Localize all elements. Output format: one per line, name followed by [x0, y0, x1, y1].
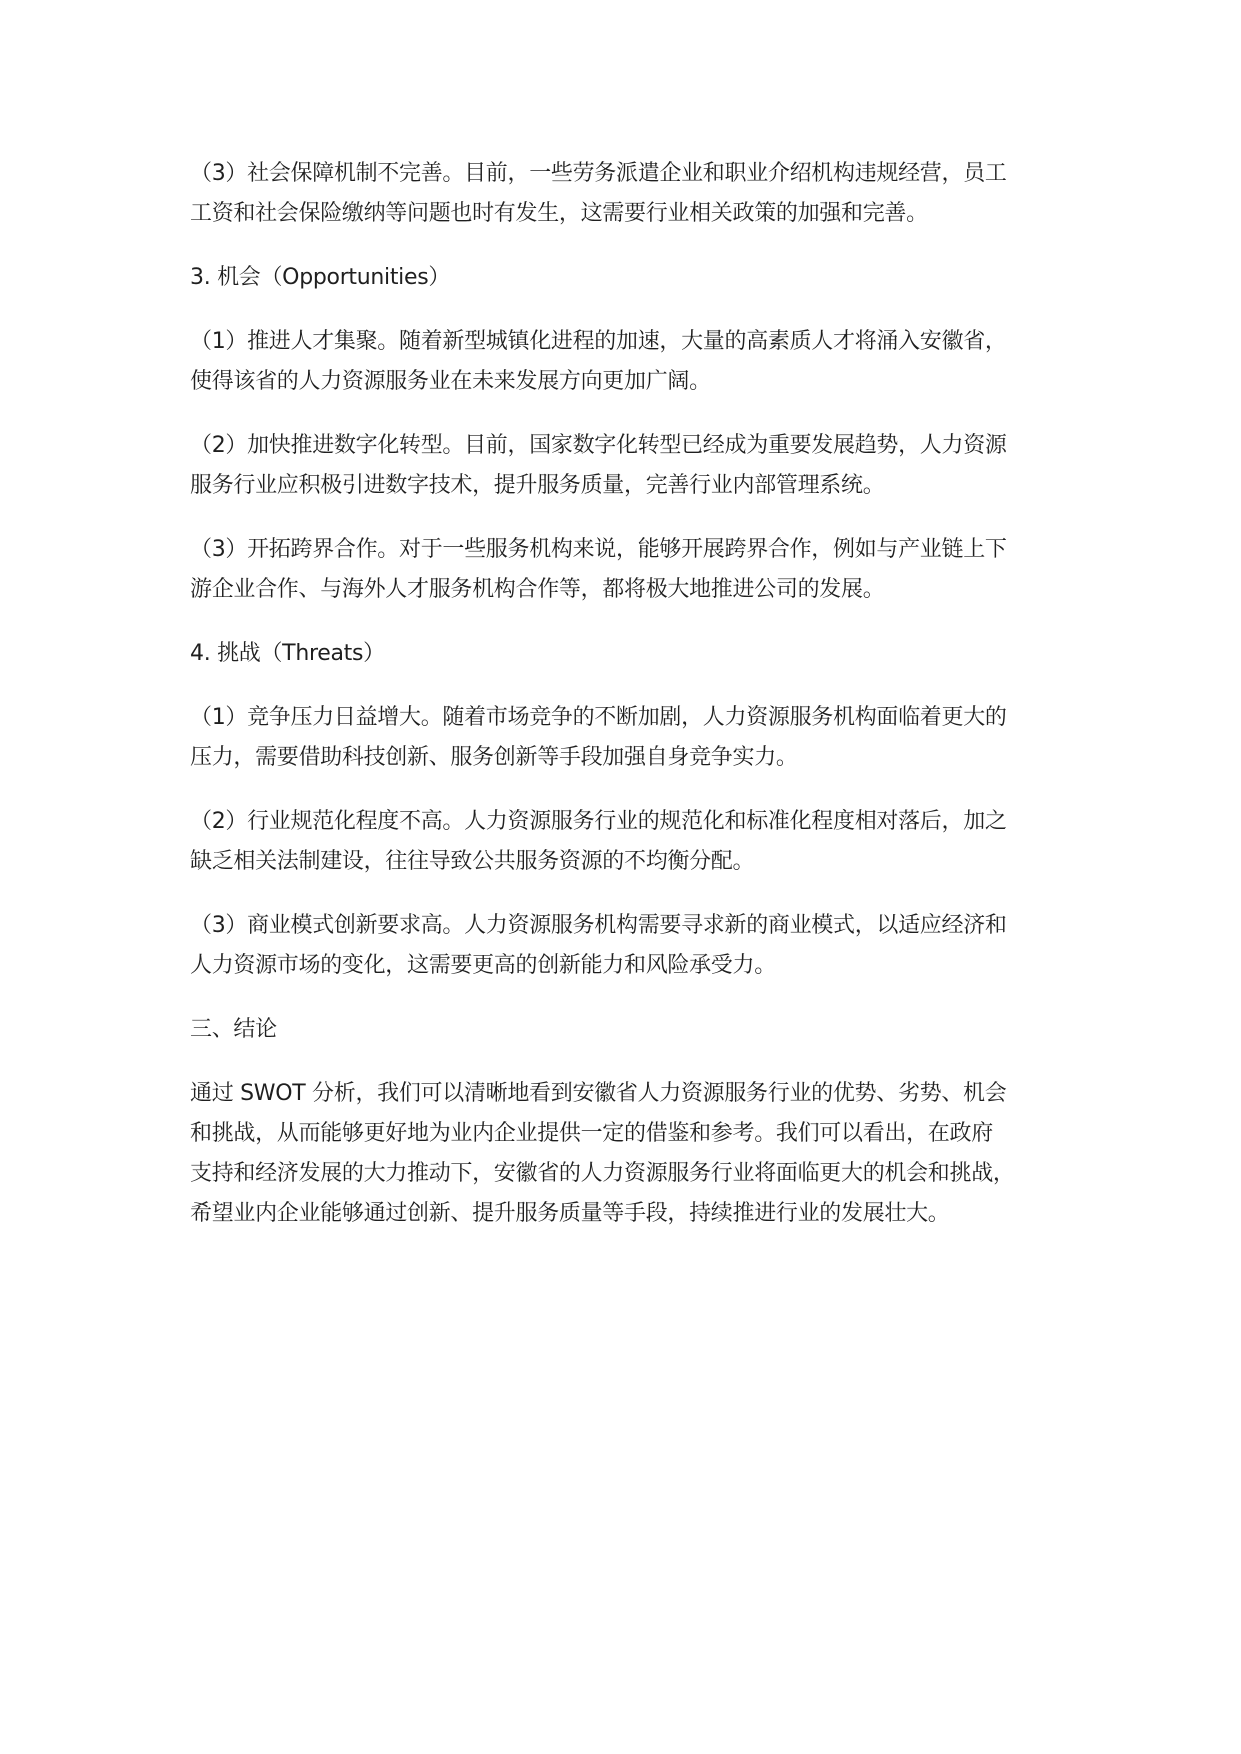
- text-line: 和挑战，从而能够更好地为业内企业提供一定的借鉴和参考。我们可以看出，在政府: [190, 1121, 993, 1146]
- text-line: （1）推进人才集聚。随着新型城镇化进程的加速，大量的高素质人才将涌入安徽省，: [190, 329, 1007, 354]
- text-line: （3）社会保障机制不完善。目前，一些劳务派遣企业和职业介绍机构违规经营，员工: [190, 161, 1007, 186]
- heading-threats: [190, 634, 1090, 674]
- text-line: 服务行业应积极引进数字技术，提升服务质量，完善行业内部管理系统。: [190, 473, 885, 498]
- paragraph-standardization: [190, 802, 1090, 882]
- document-body: [190, 154, 1090, 1258]
- heading-conclusion: [190, 1010, 1090, 1050]
- paragraph-talent-gathering: [190, 322, 1090, 402]
- text-line: 使得该省的人力资源服务业在未来发展方向更加广阔。: [190, 369, 711, 394]
- text-line: 人力资源市场的变化，这需要更高的创新能力和风险承受力。: [190, 953, 776, 978]
- text-line: 支持和经济发展的大力推动下，安徽省的人力资源服务行业将面临更大的机会和挑战，: [190, 1161, 1015, 1186]
- text-line: 通过 SWOT 分析，我们可以清晰地看到安徽省人力资源服务行业的优势、劣势、机会: [190, 1081, 1007, 1106]
- section-heading: 3. 机会（Opportunities）: [190, 265, 451, 290]
- text-line: 游企业合作、与海外人才服务机构合作等，都将极大地推进公司的发展。: [190, 577, 885, 602]
- paragraph-digital-transformation: [190, 426, 1090, 506]
- text-line: 压力，需要借助科技创新、服务创新等手段加强自身竞争实力。: [190, 745, 798, 770]
- paragraph-business-model: [190, 906, 1090, 986]
- text-line: （2）加快推进数字化转型。目前，国家数字化转型已经成为重要发展趋势，人力资源: [190, 433, 1007, 458]
- paragraph-conclusion: [190, 1074, 1090, 1234]
- section-heading: 三、结论: [190, 1017, 277, 1042]
- section-heading: 4. 挑战（Threats）: [190, 641, 385, 666]
- paragraph-cross-border-cooperation: [190, 530, 1090, 610]
- text-line: 缺乏相关法制建设，往往导致公共服务资源的不均衡分配。: [190, 849, 755, 874]
- text-line: （3）开拓跨界合作。对于一些服务机构来说，能够开展跨界合作，例如与产业链上下: [190, 537, 1007, 562]
- text-line: 工资和社会保险缴纳等问题也时有发生，这需要行业相关政策的加强和完善。: [190, 201, 928, 226]
- text-line: （2）行业规范化程度不高。人力资源服务行业的规范化和标准化程度相对落后，加之: [190, 809, 1007, 834]
- paragraph-social-security: [190, 154, 1090, 234]
- heading-opportunities: [190, 258, 1090, 298]
- paragraph-competition-pressure: [190, 698, 1090, 778]
- text-line: 希望业内企业能够通过创新、提升服务质量等手段，持续推进行业的发展壮大。: [190, 1201, 950, 1226]
- text-line: （1）竞争压力日益增大。随着市场竞争的不断加剧，人力资源服务机构面临着更大的: [190, 705, 1007, 730]
- text-line: （3）商业模式创新要求高。人力资源服务机构需要寻求新的商业模式，以适应经济和: [190, 913, 1007, 938]
